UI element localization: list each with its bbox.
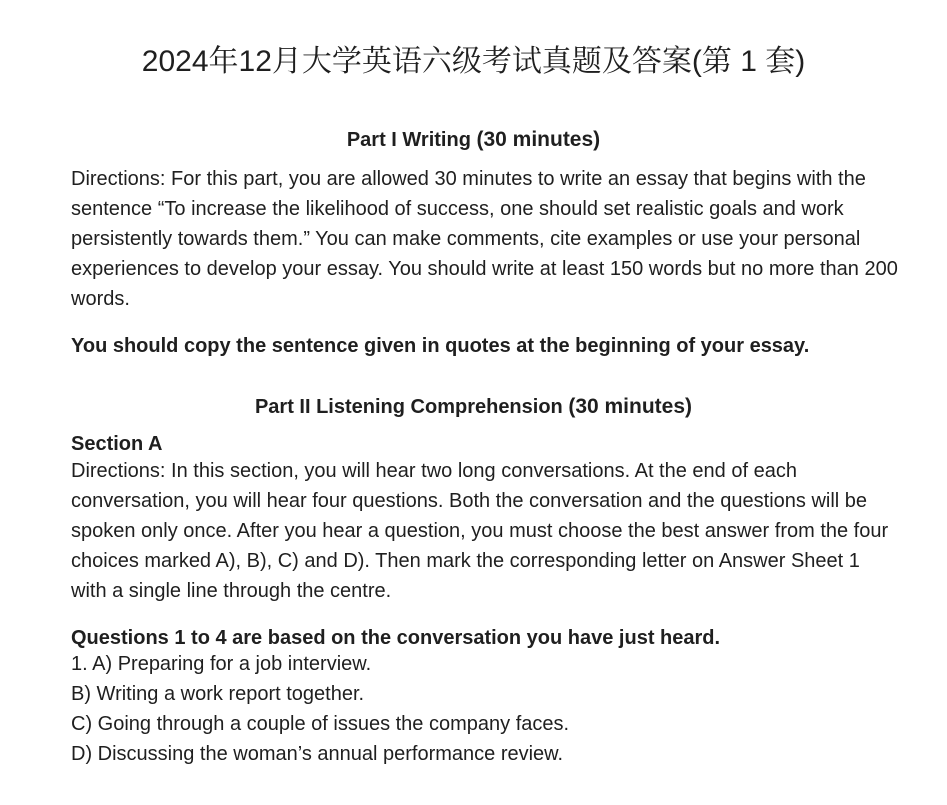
part1-heading	[0, 127, 947, 153]
part2-heading	[0, 394, 947, 420]
section-a-label: Section A	[71, 433, 163, 455]
question1-option-a: 1. A) Preparing for a job interview.	[71, 653, 372, 675]
question1-option-d: D) Discussing the woman’s annual performance review.	[71, 743, 564, 765]
part1-copy-note: You should copy the sentence given in quotes at the beginning of your essay.	[71, 335, 810, 357]
part1-directions: Directions: For this part, you are allowed 30 minutes to write an essay that begins with the sentence “To increase the likelihood of success, one should set realistic goals and work persistently towards them.” You can make comments, cite examples or use your personal experiences to develop your essay. You should write at least 150 words but no more than 200 words.	[71, 168, 898, 310]
part1-heading-minutes: (30 minutes)	[476, 128, 601, 151]
section-a-directions: Directions: In this section, you will hear two long conversations. At the end of each conversation, you will hear four questions. Both the conversation and the questions will be spoken only once. After you hear a question, you must choose the best answer from the four choices marked A), B), C) and D). Then mark the corresponding letter on Answer Sheet 1 with a single line through the centre.	[71, 460, 889, 602]
part1-heading-label: Part I Writing	[346, 129, 477, 151]
document-title: 2024年12月大学英语六级考试真题及答案(第 1 套)	[141, 45, 806, 78]
part2-heading-minutes: (30 minutes)	[568, 395, 693, 418]
question1-options	[71, 649, 569, 769]
question1-option-c: C) Going through a couple of issues the company faces.	[71, 713, 570, 735]
question1-option-b: B) Writing a work report together.	[71, 683, 365, 705]
part2-heading-label: Part II Listening Comprehension	[254, 396, 569, 418]
questions-1-4-intro: Questions 1 to 4 are based on the conversation you have just heard.	[71, 627, 721, 649]
